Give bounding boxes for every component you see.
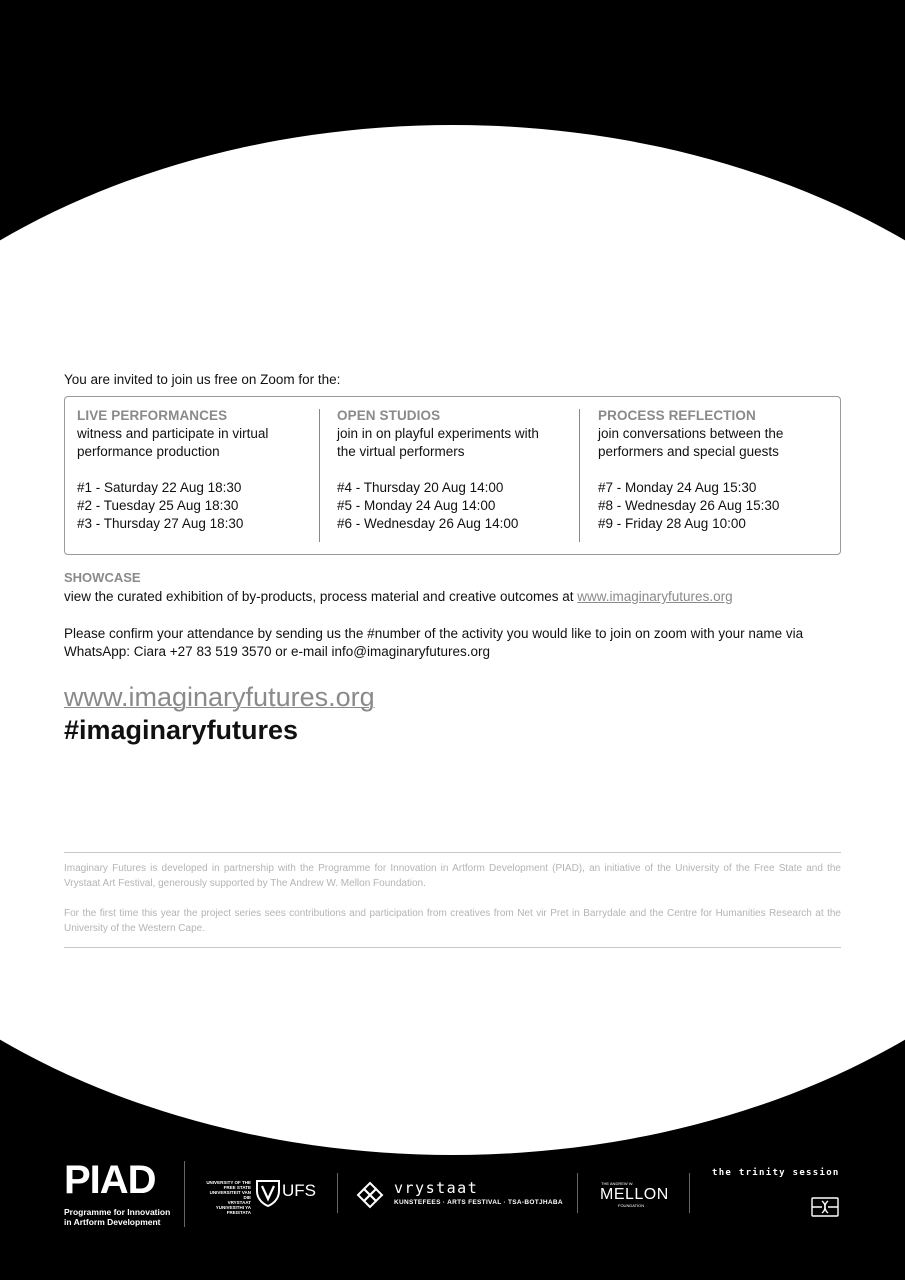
showcase-title: SHOWCASE <box>64 570 141 585</box>
desc-line: performance production <box>77 444 220 459</box>
partner-logos-bar <box>0 1155 905 1255</box>
website-link[interactable]: www.imaginaryfutures.org <box>64 682 375 712</box>
desc-line: the virtual performers <box>337 444 465 459</box>
desc-line: join in on playful experiments with <box>337 426 539 441</box>
mellon-foundation-label: FOUNDATION <box>618 1203 645 1208</box>
column-description <box>337 425 587 461</box>
desc-line: join conversations between the <box>598 426 784 441</box>
session-list <box>77 479 327 533</box>
hashtag: #imaginaryfutures <box>64 715 299 745</box>
column-title: PROCESS REFLECTION <box>598 408 756 423</box>
showcase-text <box>64 589 733 604</box>
ufs-name-line: YUNIVESITHI YA <box>215 1205 251 1210</box>
piad-tagline-line: in Artform Development <box>64 1217 161 1227</box>
divider-line <box>64 852 841 853</box>
vrystaat-knot-icon <box>356 1181 384 1209</box>
ufs-shield-icon <box>255 1179 281 1207</box>
session-list <box>337 479 587 533</box>
session-item: #5 - Monday 24 Aug 14:00 <box>337 498 496 513</box>
vrystaat-logo-text: vrystaat <box>394 1179 479 1197</box>
session-item: #2 - Tuesday 25 Aug 18:30 <box>77 498 239 513</box>
session-list <box>598 479 848 533</box>
divider-line <box>64 947 841 948</box>
ufs-name-line: FREE STATE <box>223 1185 251 1190</box>
logo-separator <box>689 1173 690 1213</box>
piad-logo: PIAD <box>64 1158 156 1202</box>
column-process-reflection <box>598 407 848 533</box>
session-item: #3 - Thursday 27 Aug 18:30 <box>77 516 244 531</box>
column-divider <box>319 409 320 542</box>
column-open-studios <box>337 407 587 533</box>
ufs-name-line: UNIVERSITY OF THE <box>206 1180 251 1185</box>
column-divider <box>579 409 580 542</box>
column-title: LIVE PERFORMANCES <box>77 408 228 423</box>
session-item: #9 - Friday 28 Aug 10:00 <box>598 516 746 531</box>
ufs-university-names <box>205 1180 251 1215</box>
column-description <box>77 425 327 461</box>
showcase-link[interactable]: www.imaginaryfutures.org <box>577 589 733 604</box>
mellon-prefix: THE ANDREW W. <box>601 1181 634 1186</box>
column-live-performances <box>77 407 327 533</box>
vrystaat-tagline: KUNSTEFEES · ARTS FESTIVAL · TSA-BOTJHABA <box>394 1199 563 1206</box>
logo-separator <box>577 1173 578 1213</box>
session-item: #8 - Wednesday 26 Aug 15:30 <box>598 498 780 513</box>
column-description <box>598 425 848 461</box>
fine-print-paragraph: For the first time this year the project series sees contributions and participation from creatives from Net vir Pret in Barrydale and the Centre for Humanities Research at the University of the Western Cape. <box>64 908 841 934</box>
logo-separator <box>184 1161 185 1227</box>
column-title: OPEN STUDIOS <box>337 408 441 423</box>
fine-print-paragraph: Imaginary Futures is developed in partnership with the Programme for Innovation in Artform Development (PIAD), an initiative of the University of the Free State and the Vrystaat Art Festival, generously supported by The Andrew W. Mellon Foundation. <box>64 863 841 889</box>
confirm-text: Please confirm your attendance by sending us the #number of the activity you would like to join on zoom with your name via WhatsApp: Ciara +27 83 519 3570 or e-mail info@imaginaryfutures.org <box>64 626 804 659</box>
piad-tagline-line: Programme for Innovation <box>64 1207 171 1217</box>
desc-line: witness and participate in virtual <box>77 426 269 441</box>
ufs-name-line: FREISTATA <box>226 1210 251 1215</box>
session-item: #6 - Wednesday 26 Aug 14:00 <box>337 516 519 531</box>
piad-tagline <box>64 1207 170 1227</box>
trinity-session-mark-icon <box>811 1197 839 1217</box>
logo-separator <box>337 1173 338 1213</box>
ufs-name-line: UNIVERSITEIT VAN DIE <box>209 1190 251 1200</box>
showcase-description: view the curated exhibition of by-products, process material and creative outcomes at <box>64 589 578 604</box>
ufs-logo-text: UFS <box>282 1181 316 1200</box>
session-item: #1 - Saturday 22 Aug 18:30 <box>77 480 242 495</box>
session-item: #7 - Monday 24 Aug 15:30 <box>598 480 757 495</box>
intro-text: You are invited to join us free on Zoom for the: <box>64 372 341 387</box>
events-box <box>64 396 841 555</box>
ufs-name-line: VRYSTAAT <box>227 1200 251 1205</box>
desc-line: performers and special guests <box>598 444 779 459</box>
trinity-session-logo-text: the trinity session <box>712 1168 840 1178</box>
mellon-logo-text: MELLON <box>600 1186 669 1203</box>
session-item: #4 - Thursday 20 Aug 14:00 <box>337 480 504 495</box>
